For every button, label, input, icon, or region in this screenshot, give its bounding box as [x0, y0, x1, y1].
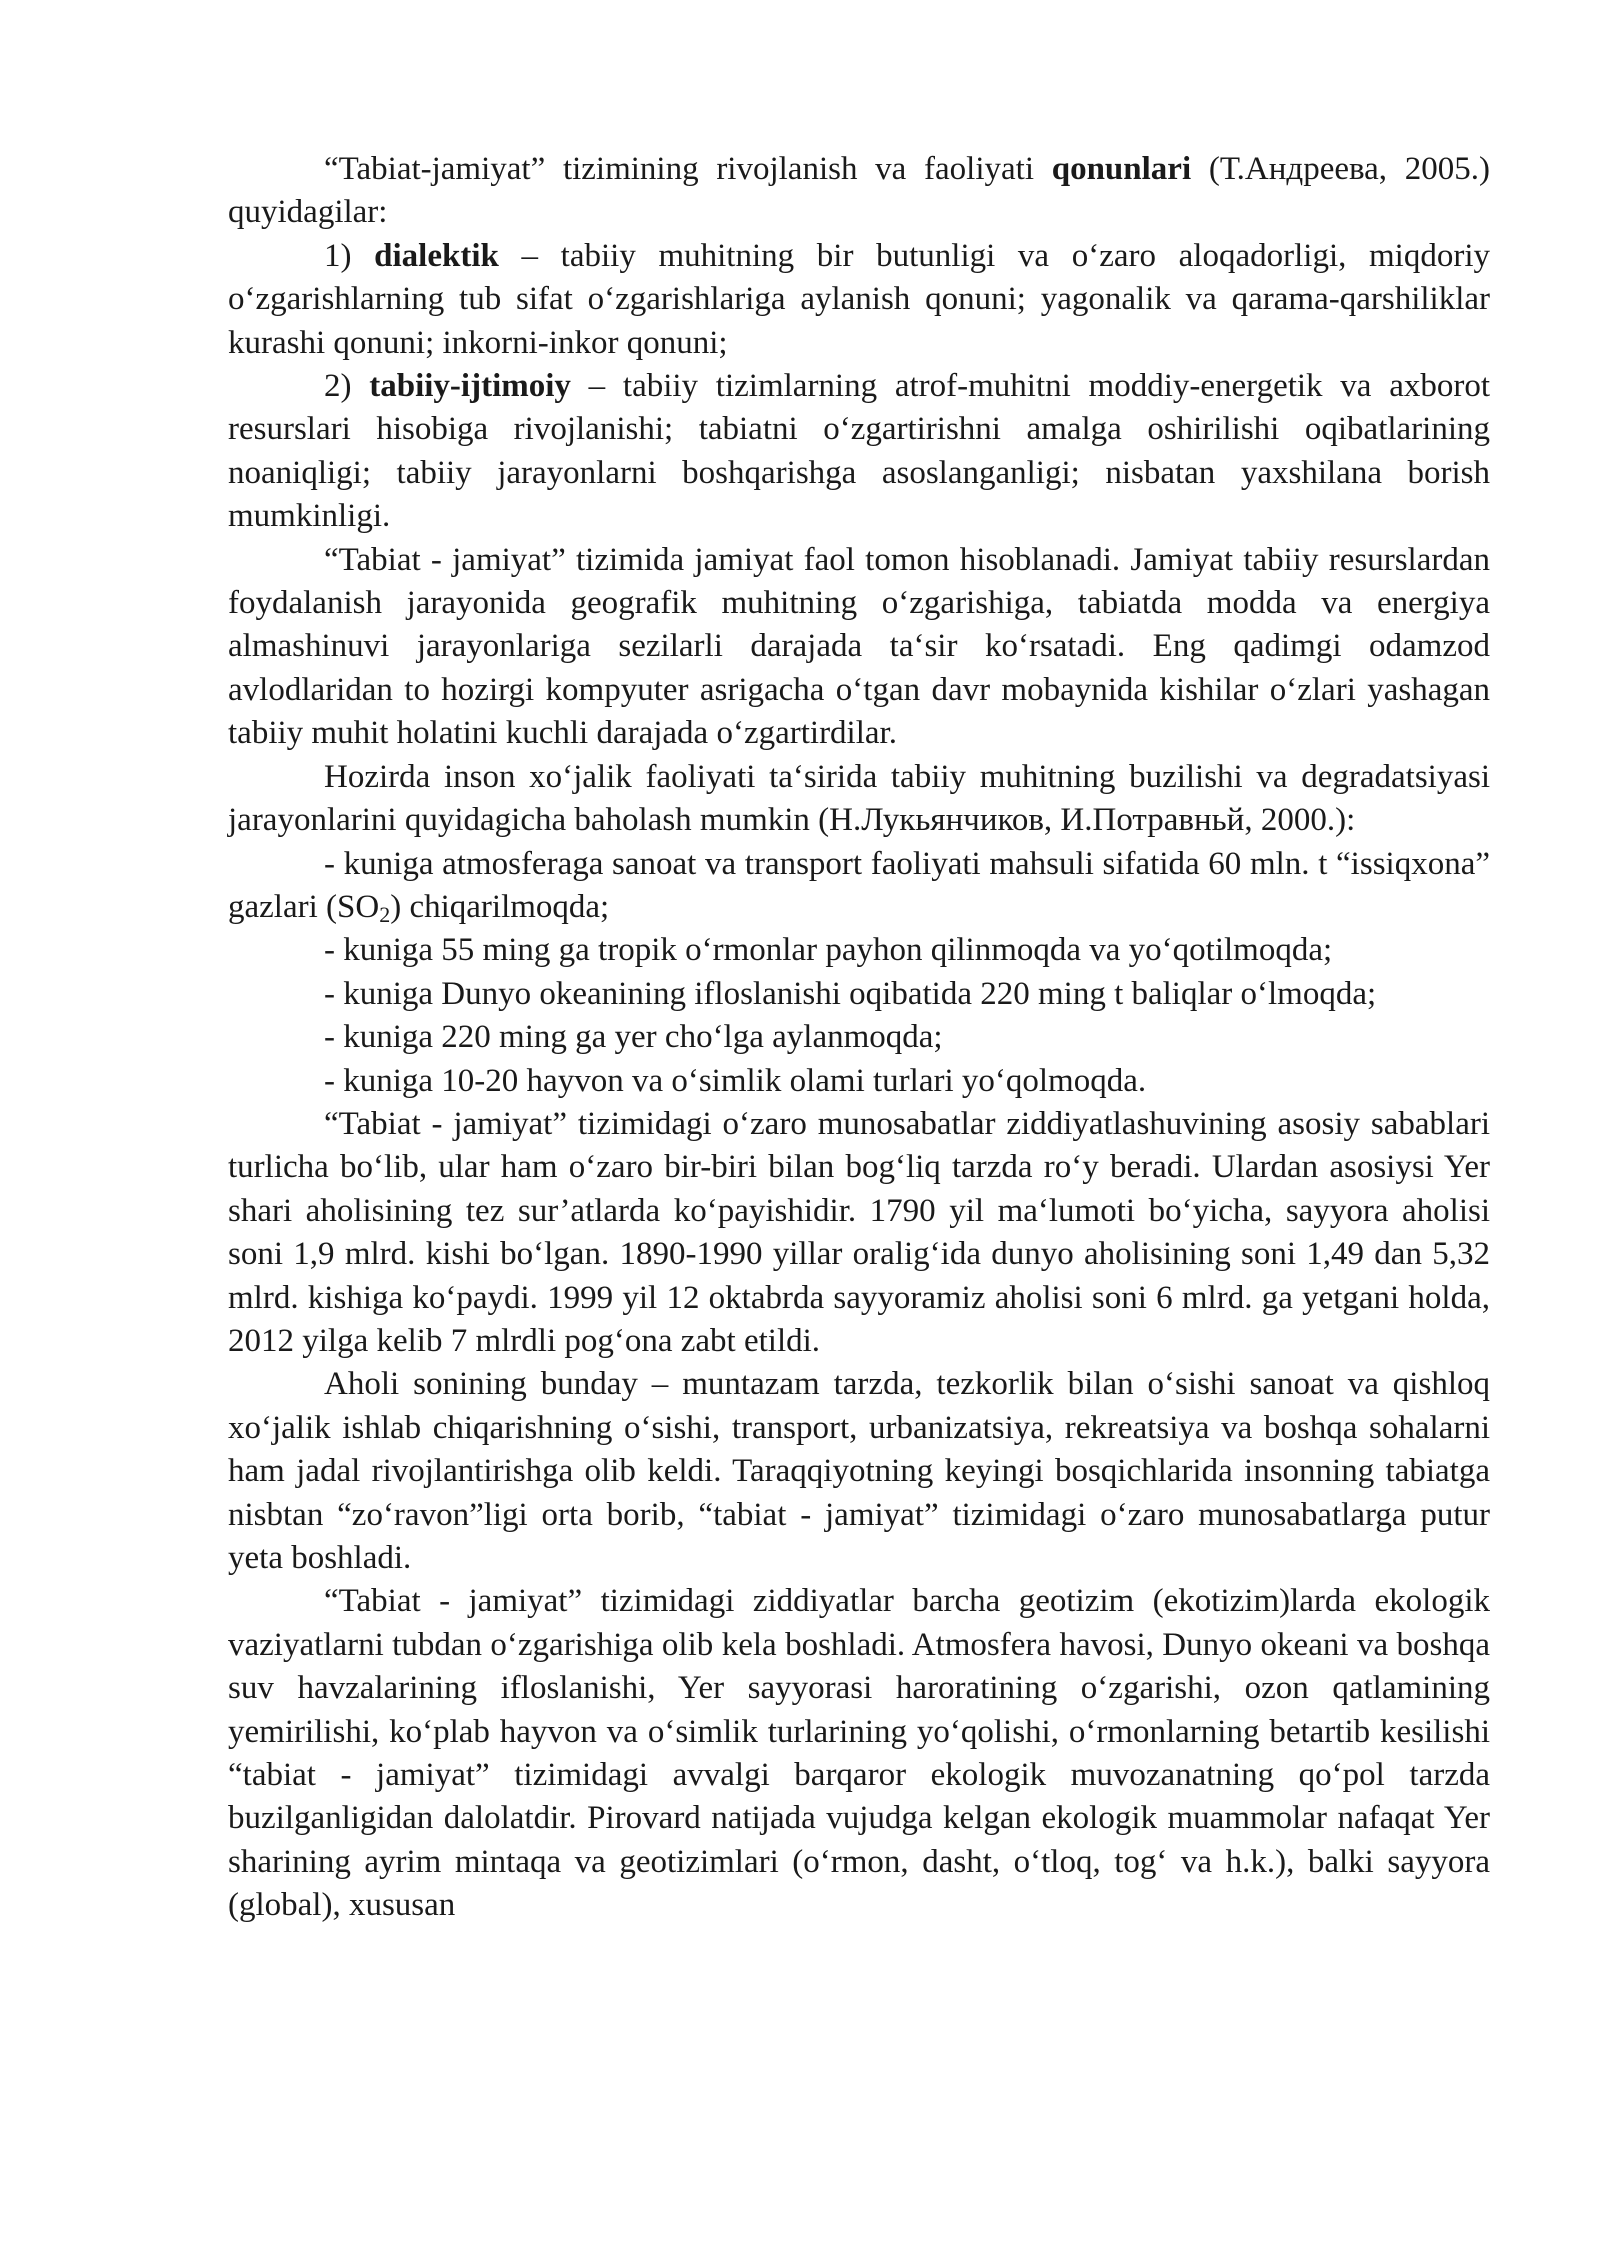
paragraph-ecological-problems: “Tabiat - jamiyat” tizimidagi ziddiyatlar barcha geotizim (ekotizim)larda ekologik vaziyatlarni tubdan o‘zgarishiga olib kela boshladi. Atmosfera havosi, Dunyo okeani va boshqa suv havzalarining ifloslanishi, Yer sayyorasi haroratining o‘zgarishi, ozon qatlamining yemirilishi, ko‘plab hayvon va o‘simlik turlarining yo‘qolishi, o‘rmonlarning betartib kesilishi “tabiat - jamiyat” tizimidagi avvalgi barqaror ekologik muvozanatning qo‘pol tarzda buzilganligidan dalolatdir. Pirovard natijada vujudga kelgan ekologik muammolar nafaqat Yer sharining ayrim mintaqa va geotizimlari (o‘rmon, dasht, o‘tloq, tog‘ va h.k.), balki sayyora (global), xususan — [228, 1583, 1490, 1924]
paragraph-laws-intro: “Tabiat-jamiyat” tizimining rivojlanish va faoliyati qonunlari (Т.Андреева, 2005.) quyidagilar: — [228, 151, 1491, 231]
paragraph-degradation-estimate: Hozirda inson xo‘jalik faoliyati ta‘sirida tabiiy muhitning buzilishi va degradatsiyasi jarayonlarini quyidagicha baholash mumkin (Н.Лукьянчиков, И.Потравньй, 2000.): — [228, 758, 1490, 839]
paragraph-development-consequences: Aholi sonining bunday – muntazam tarzda, tezkorlik bilan o‘sishi sanoat va qishloq xo‘jalik ishlab chiqarishning o‘sishi, transport, urbanizatsiya, rekreatsiya va boshqa sohalarni ham jadal rivojlantirishga olib keldi. Taraqqiyotning keyingi bosqichlarida insonning tabiatga nisbtan “zo‘ravon”ligi orta borib, “tabiat - jamiyat” tizimidagi o‘zaro munosabatlarga putur yeta boshladi. — [228, 1366, 1490, 1576]
paragraph-natural-social-law: 2) tabiiy-ijtimoiy – tabiiy tizimlarning atrof-muhitni moddiy-energetik va axborot resurslari hisobiga rivojlanishi; tabiatni o‘zgartirishni amalga oshirilishi oqibatlarining noaniqligi; tabiiy jarayonlarni boshqarishga asoslanganligi; nisbatan yaxshilana borish mumkinligi. — [228, 368, 1490, 535]
list-item-fish-loss: - kuniga Dunyo okeanining ifloslanishi oqibatida 220 ming t baliqlar o‘lmoqda; — [324, 975, 1377, 1012]
document-page — [228, 148, 1490, 1928]
list-item-greenhouse-gases: - kuniga atmosferaga sanoat va transport faoliyati mahsuli sifatida 60 mln. t “issiqxona” gazlari $(SO_2)$ chiqarilmoqda; — [228, 845, 1490, 927]
list-item-species-loss: - kuniga 10-20 hayvon va o‘simlik olami turlari yo‘qolmoqda. — [324, 1062, 1147, 1099]
paragraph-dialectic-law: 1) dialektik – tabiiy muhitning bir butunligi va o‘zaro aloqadorligi, miqdoriy o‘zgarishlarning tub sifat o‘zgarishlariga aylanish qonuni; yagonalik va qarama-qarshiliklar kurashi qonuni; inkorni-inkor qonuni; — [228, 237, 1491, 361]
subscript-2: 2 — [379, 901, 391, 927]
paragraph-population-growth: “Tabiat - jamiyat” tizimidagi o‘zaro munosabatlar ziddiyatlashuvining asosiy sabablari turlicha bo‘lib, ular ham o‘zaro bir-biri bilan bog‘liq tarzda ro‘y beradi. Ulardan asosiysi Yer shari aholisining tez sur’atlarda ko‘payishidir. 1790 yil ma‘lumoti bo‘yicha, sayyora aholisi soni 1,9 mlrd. kishi bo‘lgan. 1890-1990 yillar oralig‘ida dunyo aholisining soni 1,49 dan 5,32 mlrd. kishiga ko‘paydi. 1999 yil 12 oktabrda sayyoramiz aholisi soni 6 mlrd. ga yetgani holda, 2012 yilga kelib 7 mlrdli pog‘ona zabt etildi. — [228, 1105, 1490, 1359]
bold-term-tabiiy-ijtimoiy: tabiiy-ijtimoiy — [369, 368, 571, 405]
list-item-desertification: - kuniga 220 ming ga yer cho‘lga aylanmoqda; — [324, 1019, 943, 1056]
bold-term-dialektik: dialektik — [374, 237, 499, 274]
bold-term-qonunlari: qonunlari — [1051, 151, 1192, 187]
list-item-tropical-forests: - kuniga 55 ming ga tropik o‘rmonlar payhon qilinmoqda va yo‘qotilmoqda; — [324, 932, 1333, 969]
paragraph-society-active-side: “Tabiat - jamiyat” tizimida jamiyat faol tomon hisoblanadi. Jamiyat tabiiy resurslardan foydalanish jarayonida geografik muhitning o‘zgarishiga, tabiatda modda va energiya almashinuvi jarayonlariga sezilarli darajada ta‘sir ko‘rsatadi. Eng qadimgi odamzod avlodlaridan to hozirgi kompyuter asrigacha o‘tgan davr mobaynida kishilar o‘zlari yashagan tabiiy muhit holatini kuchli darajada o‘zgartirdilar. — [228, 541, 1490, 752]
